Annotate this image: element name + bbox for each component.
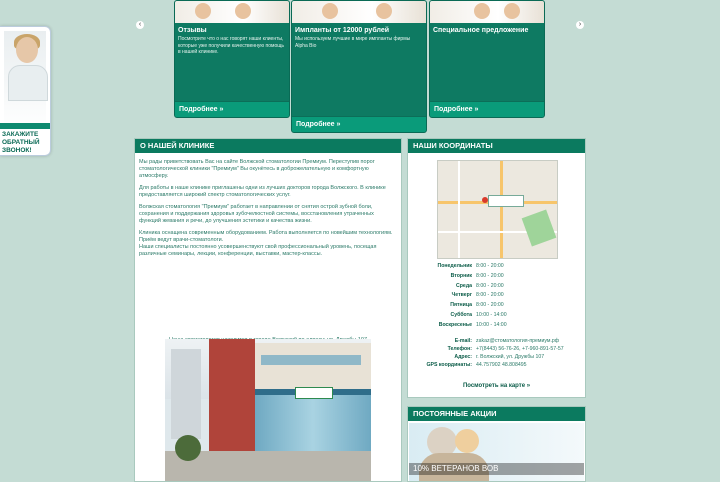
promo-image bbox=[292, 1, 426, 23]
promo-more-link[interactable]: Подробнее » bbox=[175, 101, 289, 117]
promos-header: ПОСТОЯННЫЕ АКЦИИ bbox=[408, 407, 585, 421]
contact-row: Телефон: +7(8443) 56-76-26, +7-960-891-57-57 bbox=[447, 346, 564, 352]
promos-panel bbox=[407, 406, 586, 482]
promo-card-special[interactable] bbox=[429, 0, 545, 118]
carousel-prev-button[interactable]: ‹ bbox=[136, 21, 144, 29]
map-pin-icon bbox=[482, 197, 488, 203]
location-map[interactable] bbox=[437, 160, 558, 259]
schedule-list bbox=[408, 262, 585, 331]
about-text bbox=[135, 153, 401, 337]
clinic-photo bbox=[165, 339, 371, 481]
promo-desc: Посмотрите что о нас говорят наши клиенты, которые уже получили качественную помощь в нашей клинике. bbox=[178, 36, 284, 55]
promo-banner[interactable] bbox=[409, 423, 584, 481]
promo-image bbox=[430, 1, 544, 23]
promo-title: Специальное предложение bbox=[433, 27, 529, 34]
promo-image bbox=[175, 1, 289, 23]
schedule-row: Понедельник 8:00 - 20:00 bbox=[437, 263, 504, 269]
schedule-row: Четверг 8:00 - 20:00 bbox=[451, 292, 504, 299]
contact-row: GPS координаты: 44.757902 48.808495 bbox=[426, 362, 527, 368]
schedule-row: Суббота 10:00 - 14:00 bbox=[450, 311, 507, 318]
coords-header: НАШИ КООРДИНАТЫ bbox=[408, 139, 585, 153]
schedule-row: Вторник 8:00 - 20:00 bbox=[450, 272, 504, 279]
about-panel bbox=[134, 138, 402, 482]
promo-banner-text: 10% ВЕТЕРАНОВ ВОВ bbox=[413, 464, 499, 473]
carousel-next-button[interactable]: › bbox=[576, 21, 584, 29]
promo-more-link[interactable]: Подробнее » bbox=[430, 101, 544, 117]
callback-stripe bbox=[0, 123, 50, 129]
contact-row: Адрес: г. Волжский, ул. Дружбы 107 bbox=[454, 354, 545, 360]
promo-more-link[interactable]: Подробнее » bbox=[292, 116, 426, 132]
promo-title: Отзывы bbox=[178, 27, 207, 34]
schedule-row: Пятница 8:00 - 20:00 bbox=[450, 302, 504, 309]
callback-label: ЗАКАЖИТЕ ОБРАТНЫЙ ЗВОНОК! bbox=[2, 131, 40, 154]
promo-title: Импланты от 12000 рублей bbox=[295, 27, 390, 34]
about-header: О НАШЕЙ КЛИНИКЕ bbox=[135, 139, 401, 153]
schedule-row: Воскресенье 10:00 - 14:00 bbox=[438, 321, 507, 328]
map-link[interactable]: Посмотреть на карте » bbox=[462, 383, 531, 389]
about-paragraph: Волжская стоматология "Премиум" работает в направлении от снятия острой зубной боли, сохранения и поддержания здоровья зубочелюстной системы, восстановления утраченных функций жевания и речи, до улучшения эстетики и качества жизни. bbox=[139, 204, 374, 224]
callback-widget[interactable] bbox=[0, 26, 51, 156]
about-paragraph: Клиника оснащена современным оборудованием. Работа выполняется по новейшим технологиям. Приём ведут врачи-стоматологи. Наши специалисты постоянно усовершенствуют свой профессиональный уровень, посещая различные семинары, лекции, конференции, выставки, мастер-классы. bbox=[139, 230, 393, 257]
promo-card-implants[interactable] bbox=[291, 0, 427, 133]
contact-row: E-mail: zakaz@стоматология-премиум.рф bbox=[454, 338, 560, 344]
schedule-row: Среда 8:00 - 20:00 bbox=[456, 282, 504, 289]
promo-desc: Мы используем лучшие в мире импланты фирмы Alpha Bio bbox=[295, 36, 411, 49]
about-paragraph: Для работы в наше клинике приглашены одни из лучших докторов города Волжского. В клинике предоставляется широкий спектр стоматологических услуг. bbox=[139, 185, 386, 198]
promo-card-reviews[interactable] bbox=[174, 0, 290, 118]
email-link[interactable]: zakaz@стоматология-премиум.рф bbox=[476, 338, 560, 344]
about-paragraph: Мы рады приветствовать Вас на сайте Волжской стоматологии Премиум. Переступив порог стоматологической клиники "Премиум" Вы окунётесь в доброжелательную и комфортную атмосферу. bbox=[139, 159, 375, 179]
coords-panel bbox=[407, 138, 586, 398]
operator-photo bbox=[4, 31, 46, 131]
contact-list bbox=[408, 337, 585, 369]
